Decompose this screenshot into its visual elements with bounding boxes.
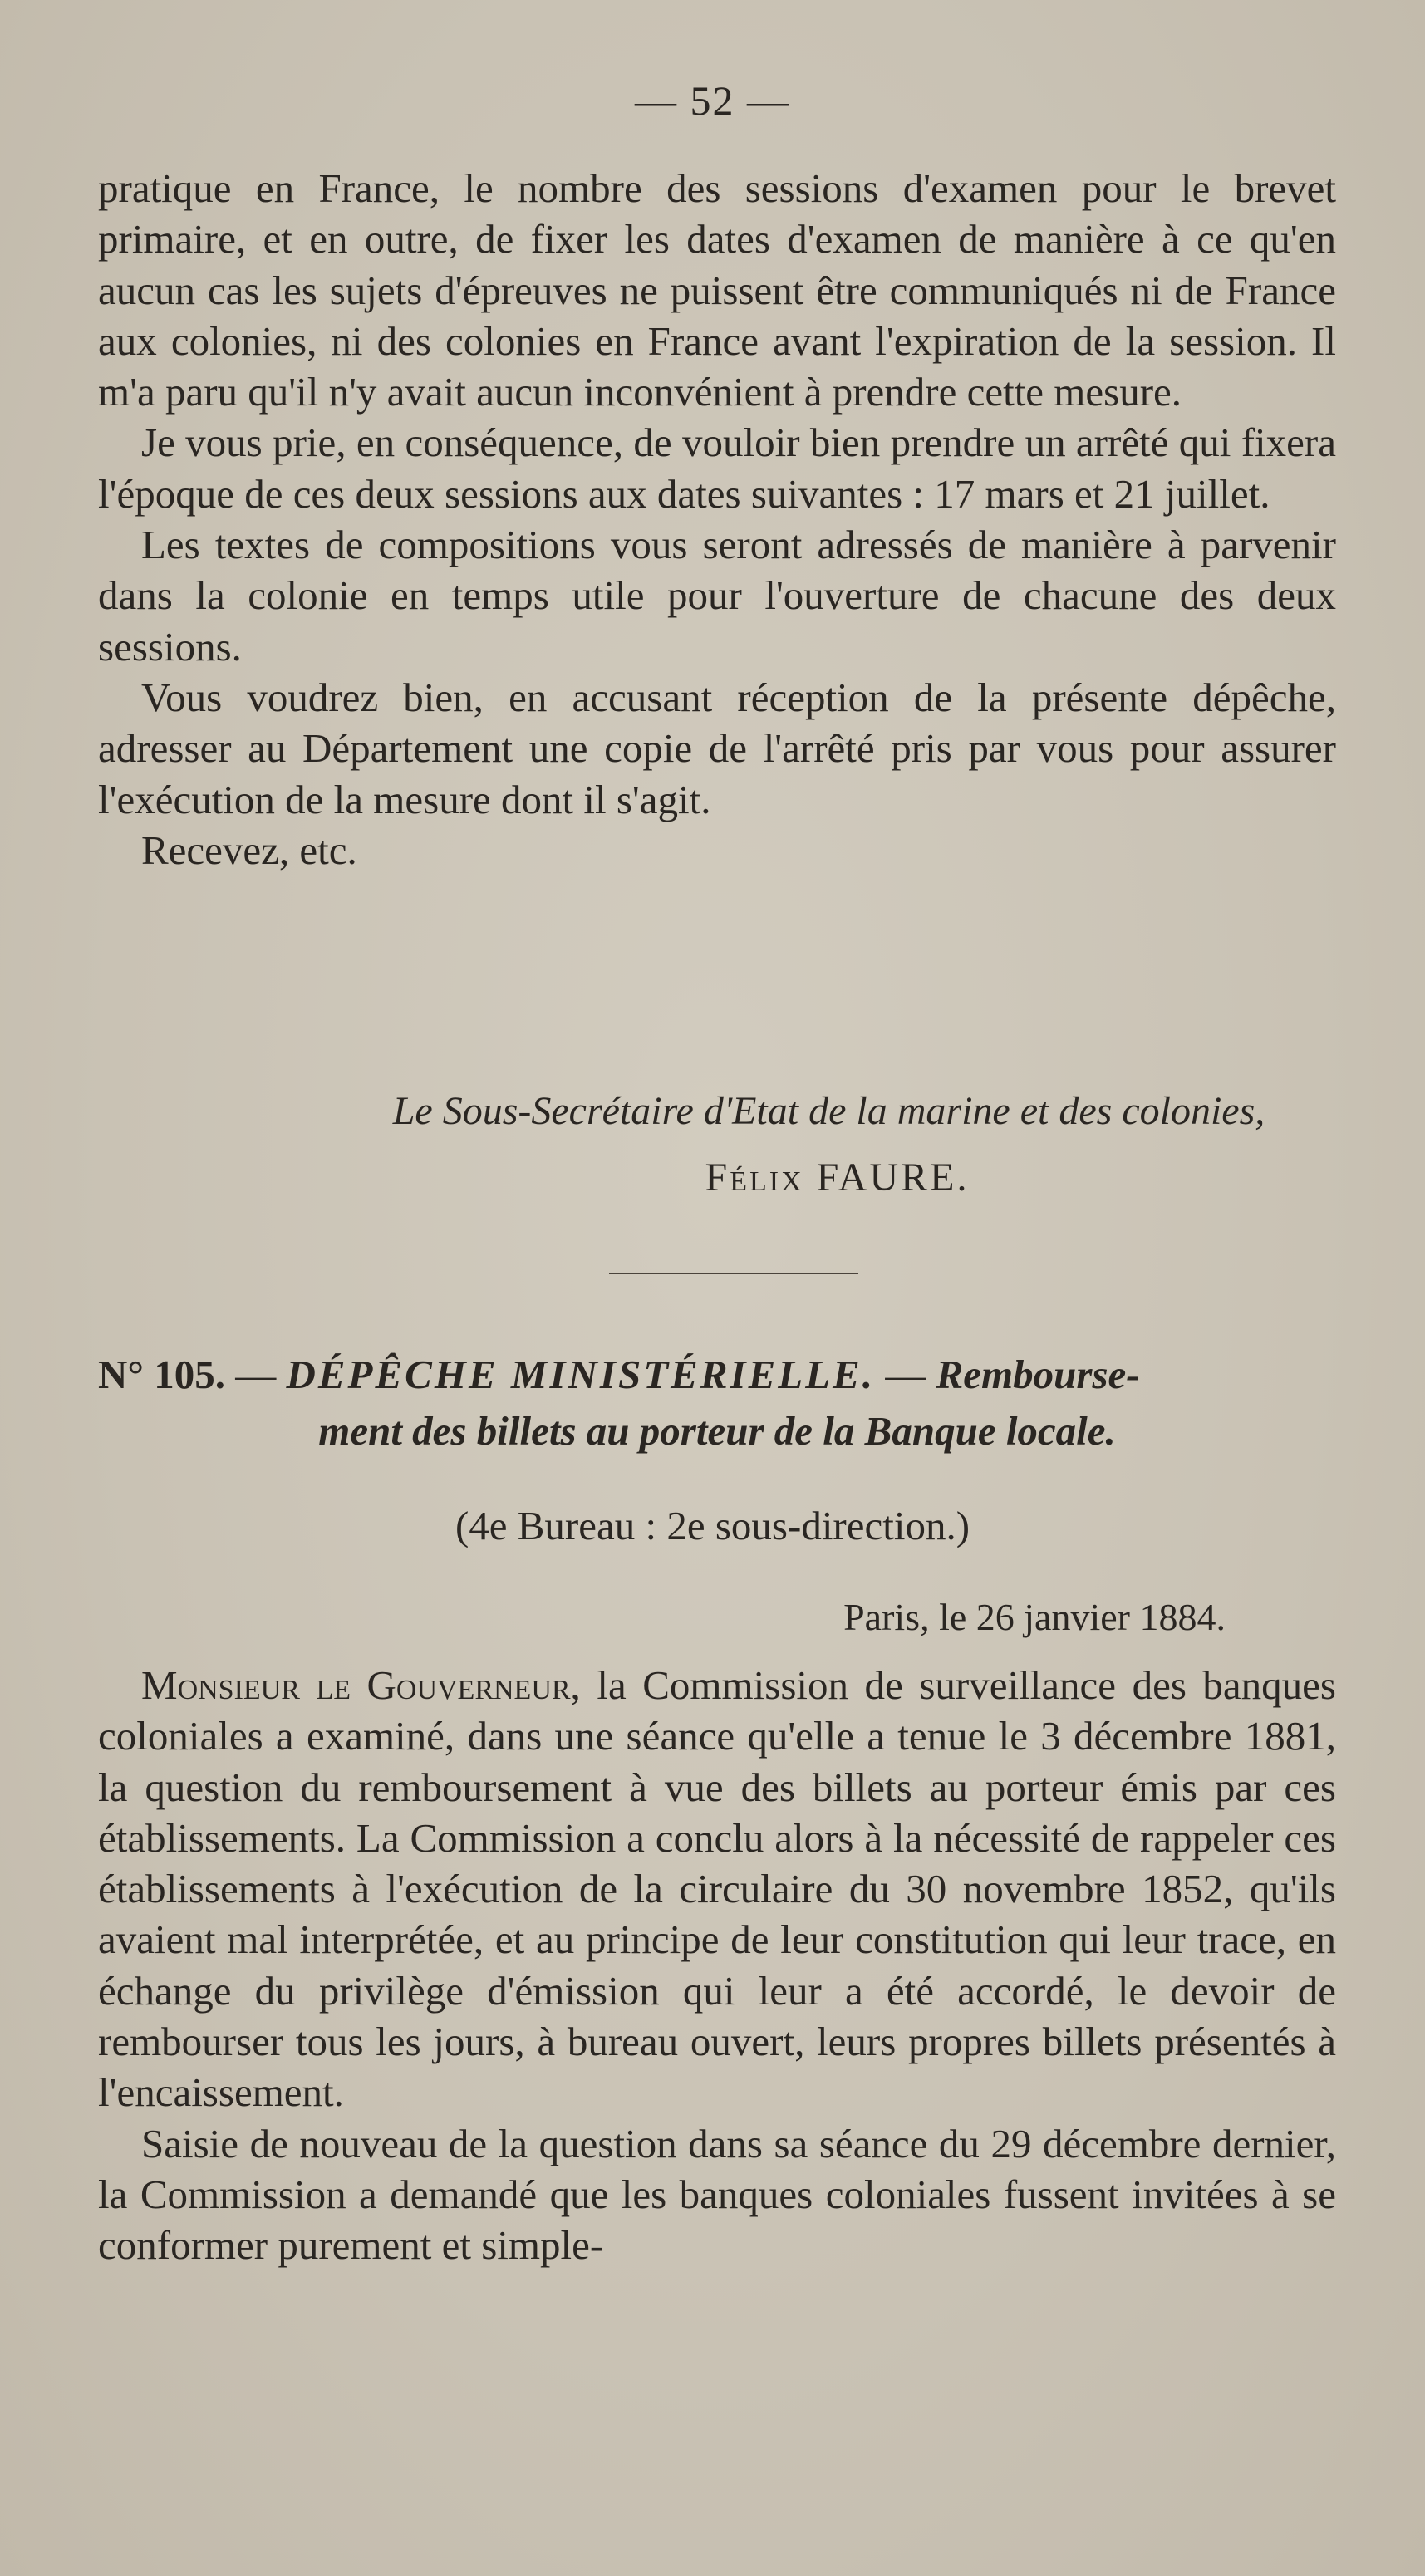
page-number: — 52 — [635,77,790,124]
paragraph: Les textes de compositions vous seront adressés de manière à parvenir dans la colonie en temps utile pour l'ouverture de chacune des deux sessions. [98,522,1336,670]
dispatch-body [98,1660,1336,2271]
section-divider [609,1273,858,1274]
dateline: Paris, le 26 janvier 1884. [843,1596,1226,1638]
dispatch-dash: — [885,1352,926,1397]
signature-name [0,1155,1425,1200]
paragraph: Recevez, etc. [141,827,357,873]
paragraph: Saisie de nouveau de la question dans sa séance du 29 décembre dernier, la Commission a demandé que les banques coloniales fussent invitées à se conformer purement et simple- [98,2120,1336,2269]
dispatch-subject: Rembourse- [936,1352,1140,1397]
salutation: Monsieur le Gouverneur, [141,1662,581,1708]
dispatch-subject-continued: ment des billets au porteur de la Banque locale. [318,1408,1116,1454]
dispatch-number: N° 105. [98,1352,225,1397]
paragraph [98,1660,1336,2118]
paragraph: Je vous prie, en conséquence, de vouloir bien prendre un arrêté qui fixera l'époque de ces deux sessions aux dates suivantes : 17 mars et 21 juillet. [98,420,1336,517]
letter-body [98,163,1336,876]
dispatch-dash: — [235,1352,277,1397]
bureau-line: (4e Bureau : 2e sous-direction.) [455,1503,970,1548]
paragraph-text: la Commission de surveillance des banques coloniales a examiné, dans une séance qu'elle a tenue le 3 décembre 1881, la question du remboursement à vue des billets au porteur émis par ces établissements. La Commission a conclu alors à la nécessité de rappeler ces établissements à l'exécution de la circulaire du 30 novembre 1852, qu'ils avaient mal interprétée, et au principe de leur constitution qui leur trace, en échange du privilège d'émission qui leur a été accordé, le devoir de rembourser tous les jours, à bureau ouvert, leurs propres billets présentés à l'encaissement. [98,1662,1336,2116]
dispatch-heading [98,1347,1336,1402]
dispatch-title: DÉPÊCHE MINISTÉRIELLE. [286,1352,876,1397]
signature-title: Le Sous-Secrétaire d'Etat de la marine et des colonies, [392,1089,1265,1133]
paragraph: pratique en France, le nombre des sessions d'examen pour le brevet primaire, et en outre, de fixer les dates d'examen de manière à ce qu'en aucun cas les sujets d'épreuves ne puissent être communiqués ni de France aux colonies, ni des colonies en France avant l'expiration de la session. Il m'a paru qu'il n'y avait aucun inconvénient à prendre cette mesure. [98,165,1336,415]
dispatch-heading-continued [98,1404,1336,1459]
signature-first-name: Félix [705,1156,804,1200]
paragraph: Vous voudrez bien, en accusant réception de la présente dépêche, adresser au Département une copie de l'arrêté pris par vous pour assurer l'exécution de la mesure dont il s'agit. [98,674,1336,822]
signature-last-name: FAURE. [816,1156,970,1200]
